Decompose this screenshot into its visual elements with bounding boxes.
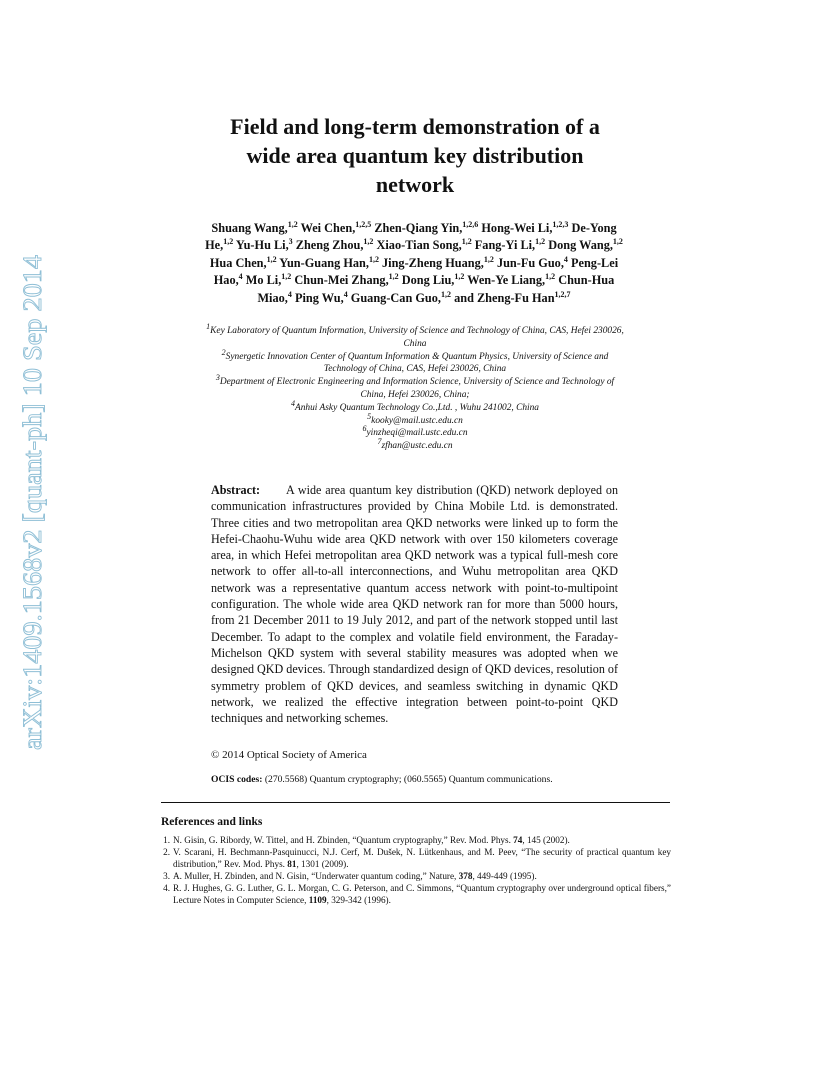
author-name: Shuang Wang, — [211, 221, 288, 235]
author-affiliation-sup: 1,2 — [363, 237, 374, 247]
reference-fragment: , 1301 (2009). — [296, 859, 349, 869]
affiliation — [205, 411, 625, 428]
affiliation — [205, 321, 625, 351]
reference-fragment: , 329-342 (1996). — [326, 895, 391, 905]
author-affiliation-sup: 4 — [287, 289, 292, 299]
author-affiliation-sup: 4 — [563, 254, 568, 264]
affiliation-text: yinzheqi@mail.ustc.edu.cn — [366, 428, 468, 439]
author — [279, 256, 379, 270]
author-name: De-Yong He, — [205, 221, 617, 253]
author-name: Yun-Guang Han, — [279, 255, 369, 270]
author — [296, 238, 374, 252]
author-name: Wei Chen, — [300, 221, 356, 235]
author-affiliation-sup: 1,2 — [483, 254, 494, 264]
author-affiliation-sup: 1,2 — [441, 289, 451, 299]
author — [210, 256, 277, 270]
ocis-text: (270.5568) Quantum cryptography; (060.5565) Quantum communications. — [264, 774, 553, 785]
references-list — [161, 834, 671, 906]
author-affiliation-sup: 1,2 — [223, 237, 234, 247]
reference-text — [173, 834, 671, 846]
author-name: Fang-Yi Li, — [474, 238, 536, 253]
reference-volume: 74 — [513, 835, 523, 845]
author-affiliation-sup: 1,2 — [287, 219, 298, 229]
author-affiliation-sup: 1,2 — [368, 254, 379, 264]
author-affiliation-sup: 4 — [343, 289, 348, 299]
abstract — [211, 482, 618, 726]
reference-fragment: , 449-449 (1995). — [472, 871, 537, 881]
affiliation — [205, 347, 625, 377]
author-name: Yu-Hu Li, — [235, 238, 289, 253]
author-affiliation-sup: 1,2 — [535, 237, 546, 247]
affiliation-text: Synergetic Innovation Center of Quantum Information & Quantum Physics, University of Science and Technology of China, CAS, Hefei 230026, China — [225, 351, 609, 375]
author-name: Chun-Mei Zhang, — [294, 273, 389, 288]
author-affiliation-sup: 1,2,6 — [462, 219, 479, 229]
reference-number: 4. — [163, 883, 170, 893]
reference-item — [161, 870, 671, 882]
author-name: Hua Chen, — [209, 255, 267, 270]
reference-fragment: N. Gisin, G. Ribordy, W. Tittel, and H. Zbinden, “Quantum cryptography,” Rev. Mod. Phys. — [173, 835, 514, 845]
affiliation-text: kooky@mail.ustc.edu.cn — [371, 415, 463, 426]
author-name: Mo Li, — [245, 273, 282, 288]
author-affiliation-sup: 1,2 — [281, 272, 292, 282]
reference-text — [173, 882, 671, 906]
author — [377, 238, 472, 252]
affiliation — [205, 424, 625, 440]
author-affiliation-sup: 1,2,5 — [355, 219, 372, 229]
author-affiliation-sup: 1,2 — [266, 254, 277, 264]
author-name: Zhen-Qiang Yin, — [374, 221, 463, 235]
affiliation-sup: 6 — [362, 424, 367, 434]
author-name: Dong Liu, — [401, 273, 455, 288]
reference-volume: 81 — [287, 859, 297, 869]
author-name: Wen-Ye Liang, — [467, 273, 546, 288]
author-affiliation-sup: 4 — [238, 272, 243, 282]
affiliation — [205, 373, 625, 402]
affiliation-sup: 7 — [377, 437, 382, 447]
author — [211, 221, 297, 235]
author — [382, 256, 494, 270]
author-name: Ping Wu, — [294, 290, 344, 305]
reference-item — [161, 882, 671, 906]
author-name: Jing-Zheng Huang, — [382, 255, 484, 270]
author — [301, 221, 372, 235]
copyright-notice: © 2014 Optical Society of America — [211, 749, 367, 761]
paper-title — [190, 112, 640, 199]
reference-text — [173, 870, 671, 882]
author — [475, 238, 545, 252]
ocis-codes — [211, 774, 631, 785]
affiliation-text: Key Laboratory of Quantum Information, University of Science and Technology of China, CAS, Hefei 230026, China — [210, 326, 624, 349]
author — [467, 273, 555, 287]
author-affiliation-sup: 1,2,3 — [552, 219, 569, 229]
title-line: network — [375, 172, 455, 197]
reference-item — [161, 846, 671, 870]
author-name: Peng-Lei Hao, — [213, 255, 619, 288]
author — [481, 221, 568, 235]
affiliation-text: zfhan@ustc.edu.cn — [381, 441, 453, 452]
reference-item — [161, 834, 671, 846]
author-affiliation-sup: 1,2 — [388, 272, 399, 282]
author — [246, 273, 292, 287]
affiliation — [205, 437, 625, 453]
author — [351, 291, 451, 305]
author-affiliation-sup: 3 — [288, 237, 293, 247]
author — [454, 291, 570, 305]
title-line: wide area quantum key distribution — [246, 143, 584, 168]
title-line: Field and long-term demonstration of a — [230, 114, 600, 139]
arxiv-id: arXiv:1409.1568v2 [quant-ph] 10 Sep 2014 — [18, 294, 47, 750]
reference-fragment: V. Scarani, H. Bechmann-Pasquinucci, N.J. Cerf, M. Dušek, N. Lütkenhaus, and M. Peev, “The security of practical quantum key distribution,” Rev. Mod. Phys. — [173, 847, 671, 869]
reference-number: 3. — [163, 871, 170, 881]
section-divider — [161, 802, 670, 803]
affiliation-text: Department of Electronic Engineering and Information Science, University of Science and Technology of China, Hefei 230026, China; — [219, 377, 615, 400]
abstract-label: Abstract: — [211, 483, 261, 497]
affiliation-sup: 5 — [367, 411, 372, 421]
author-list — [200, 220, 628, 307]
affiliation — [205, 398, 625, 415]
author-name: Dong Wang, — [548, 238, 613, 253]
arxiv-stamp — [8, 250, 54, 750]
author-name: Jun-Fu Guo, — [496, 255, 564, 270]
affiliation-sup: 4 — [290, 398, 295, 408]
ocis-label: OCIS codes: — [211, 774, 263, 785]
affiliation-sup: 2 — [221, 347, 226, 357]
reference-volume: 1109 — [308, 895, 327, 905]
author-affiliation-sup: 1,2 — [461, 237, 472, 247]
author-affiliation-sup: 1,2,7 — [554, 289, 571, 299]
abstract-text: A wide area quantum key distribution (QKD) network deployed on communication infrastructures provided by China Mobile Ltd. is demonstrated. Three cities and two metropolitan area QKD networks were linked up to form the Hefei-Chaohu-Wuhu wide area QKD network with over 150 kilometers coverage area, in which Hefei metropolitan area QKD network was a typical full-mesh core network to offer all-to-all interconnections, and Wuhu metropolitan area QKD network was a representative quantum access network with point-to-multipoint configuration. The whole wide area QKD network ran for more than 5000 hours, from 21 December 2011 to 19 July 2012, and part of the network stopped until last December. To adapt to the complex and volatile field environment, the Faraday-Michelson QKD system with several stability measures was adopted when we designed QKD devices. Through standardized design of QKD devices, resolution of symmetry problem of QKD devices, and seamless switching in dynamic QKD network, we realized the effective integration between point-to-point QKD techniques and networking schemes. — [211, 483, 618, 726]
affiliation-text: Anhui Asky Quantum Technology Co.,Ltd. , Wuhu 241002, China — [294, 402, 539, 413]
author-affiliation-sup: 1,2 — [454, 272, 465, 282]
affiliation-sup: 3 — [215, 373, 220, 383]
author — [497, 256, 568, 270]
reference-number: 1. — [163, 835, 170, 845]
author-name: Zheng Zhou, — [295, 238, 364, 253]
reference-volume: 378 — [458, 871, 473, 881]
author — [548, 238, 623, 252]
author — [374, 221, 478, 235]
author-name: and Zheng-Fu Han — [454, 290, 555, 305]
reference-number: 2. — [163, 847, 170, 857]
affiliation-list — [205, 321, 625, 453]
author-affiliation-sup: 1,2 — [612, 237, 623, 247]
author — [295, 291, 348, 305]
author — [294, 273, 398, 287]
references-heading: References and links — [161, 816, 263, 828]
author-name: Guang-Can Guo, — [350, 290, 441, 305]
reference-fragment: , 145 (2002). — [522, 835, 570, 845]
reference-fragment: A. Muller, H. Zbinden, and N. Gisin, “Underwater quantum coding,” Nature, — [173, 871, 459, 881]
author-name: Chun-Hua Miao, — [257, 273, 615, 305]
author-name: Hong-Wei Li, — [481, 221, 553, 235]
author-name: Xiao-Tian Song, — [376, 238, 462, 253]
reference-fragment: R. J. Hughes, G. G. Luther, G. L. Morgan, C. G. Peterson, and C. Simmons, “Quantum cryptography over underground optical fibers,” Lecture Notes in Computer Science, — [173, 883, 671, 905]
author-affiliation-sup: 1,2 — [545, 272, 556, 282]
author — [236, 238, 293, 252]
reference-text — [173, 846, 671, 870]
affiliation-sup: 1 — [206, 321, 211, 331]
author — [402, 273, 465, 287]
